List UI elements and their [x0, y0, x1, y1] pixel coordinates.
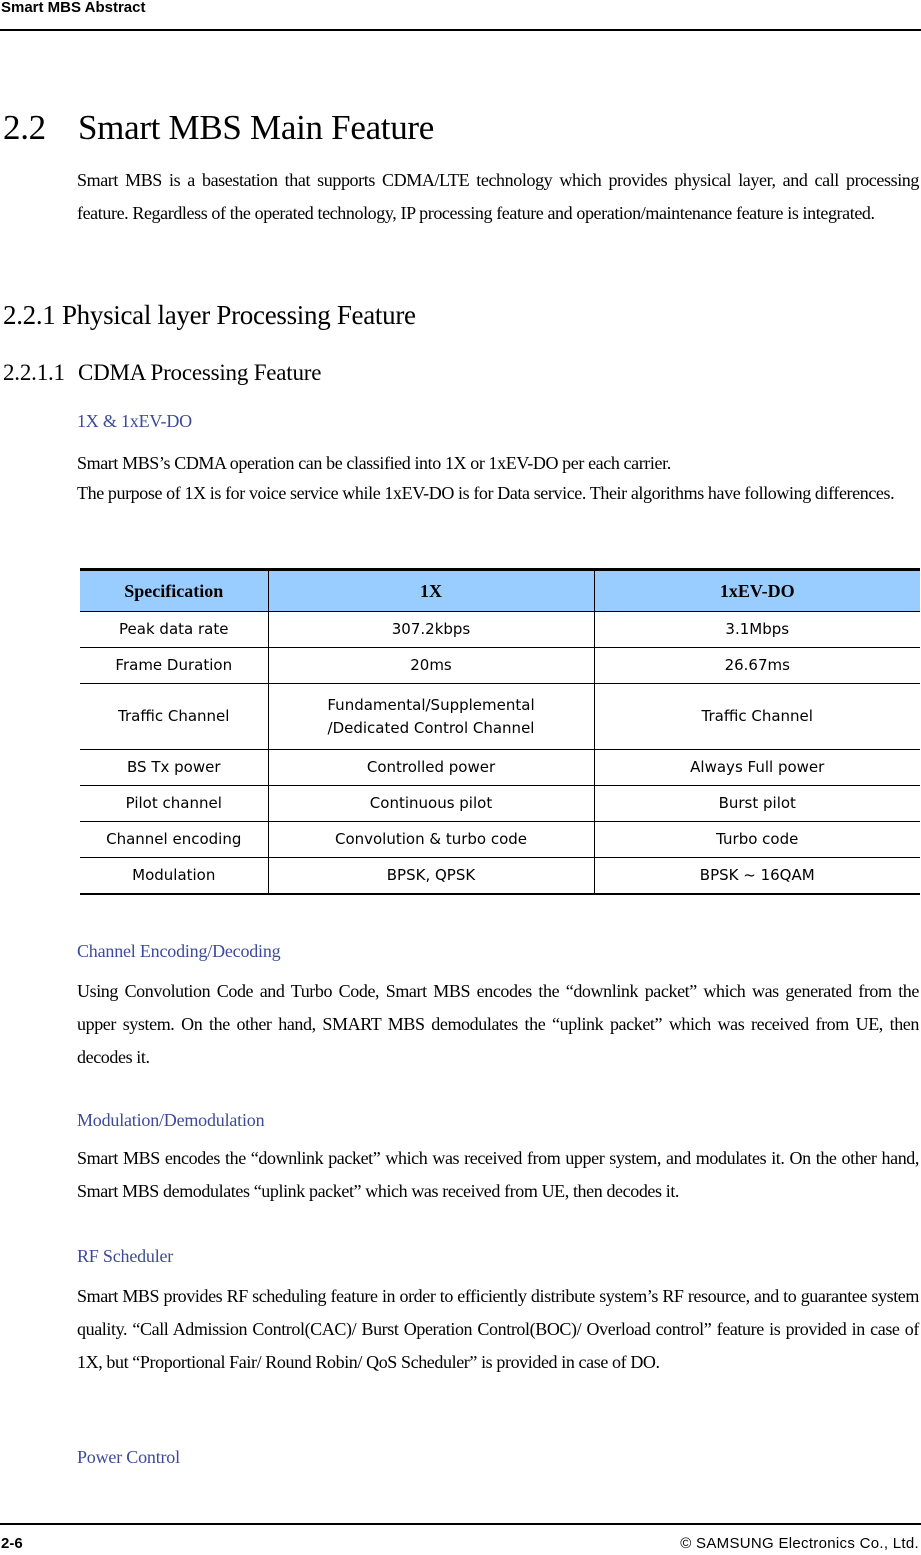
cdma-line-2: The purpose of 1X is for voice service while 1xEV-DO is for Data service. Their algorithms have following differences. [77, 483, 895, 503]
section-intro: Smart MBS is a basestation that supports CDMA/LTE technology which provides physical layer, and call processing feature. Regardless of the operated technology, IP processing feature and operation/maintenance feature is integrated. [77, 170, 919, 223]
section-heading [3, 108, 434, 148]
table-cell: Continuous pilot [268, 786, 594, 822]
spec-table [80, 568, 920, 895]
table-cell: Traffic Channel [80, 684, 268, 750]
table-cell: Pilot channel [80, 786, 268, 822]
table-header-cell: Specification [80, 570, 268, 612]
page-footer [0, 1523, 921, 1555]
encoding-text: Using Convolution Code and Turbo Code, Smart MBS encodes the “downlink packet” which was generated from the upper system. On the other hand, SMART MBS demodulates the “uplink packet” which was received from UE, then decodes it. [77, 981, 919, 1067]
table-row [80, 786, 920, 822]
table-cell-line: /Dedicated Control Channel [327, 718, 535, 737]
table-row [80, 858, 920, 895]
table-cell: Modulation [80, 858, 268, 895]
table-cell: Peak data rate [80, 612, 268, 648]
section-title: Smart MBS Main Feature [78, 108, 435, 147]
encoding-heading: Channel Encoding/Decoding [77, 941, 281, 961]
copyright: © SAMSUNG Electronics Co., Ltd. [680, 1535, 919, 1552]
page-header [0, 0, 921, 31]
table-cell: BS Tx power [80, 750, 268, 786]
subsubsection-number: 2.2.1.1 [3, 360, 65, 385]
table-cell: Frame Duration [80, 648, 268, 684]
table-row [80, 750, 920, 786]
table-cell [268, 684, 594, 750]
subsection-heading: 2.2.1 Physical layer Processing Feature [3, 300, 416, 330]
table-cell: BPSK, QPSK [268, 858, 594, 895]
table-header-row [80, 570, 920, 612]
cdma-text [77, 448, 919, 508]
table-cell: 26.67ms [594, 648, 920, 684]
subsubsection-heading [3, 360, 321, 386]
table-cell: BPSK ~ 16QAM [594, 858, 920, 895]
subsubsection-title: CDMA Processing Feature [78, 360, 322, 385]
table-cell: 3.1Mbps [594, 612, 920, 648]
table-cell-line: Fundamental/Supplemental [327, 695, 535, 714]
scheduler-text: Smart MBS provides RF scheduling feature in order to efficiently distribute system’s RF resource, and to guarantee system quality. “Call Admission Control(CAC)/ Burst Operation Control(BOC)/ Overload control” feature is provided in case of 1X, but “Proportional Fair/ Round Robin/ QoS Scheduler” is provided in case of DO. [77, 1286, 919, 1372]
header-title: Smart MBS Abstract [1, 0, 146, 16]
cdma-line-1: Smart MBS’s CDMA operation can be classified into 1X or 1xEV-DO per each carrier. [77, 453, 671, 473]
table-row [80, 684, 920, 750]
section-number: 2.2 [3, 108, 46, 147]
table-header-cell: 1xEV-DO [594, 570, 920, 612]
table-row [80, 648, 920, 684]
modulation-heading: Modulation/Demodulation [77, 1110, 265, 1130]
table-cell: Channel encoding [80, 822, 268, 858]
table-cell: Convolution & turbo code [268, 822, 594, 858]
modulation-text: Smart MBS encodes the “downlink packet” which was received from upper system, and modulates it. On the other hand, Smart MBS demodulates “uplink packet” which was received from UE, then decodes it. [77, 1148, 919, 1201]
power-control-heading: Power Control [77, 1447, 180, 1467]
table-header-cell: 1X [268, 570, 594, 612]
scheduler-heading: RF Scheduler [77, 1246, 174, 1266]
table-cell: Always Full power [594, 750, 920, 786]
page-number: 2-6 [1, 1535, 23, 1552]
cdma-heading: 1X & 1xEV-DO [77, 411, 192, 431]
table-cell: Traffic Channel [594, 684, 920, 750]
table-row [80, 612, 920, 648]
table-cell: Controlled power [268, 750, 594, 786]
table-cell: Turbo code [594, 822, 920, 858]
table-cell: Burst pilot [594, 786, 920, 822]
table-row [80, 822, 920, 858]
table-cell: 307.2kbps [268, 612, 594, 648]
table-cell: 20ms [268, 648, 594, 684]
